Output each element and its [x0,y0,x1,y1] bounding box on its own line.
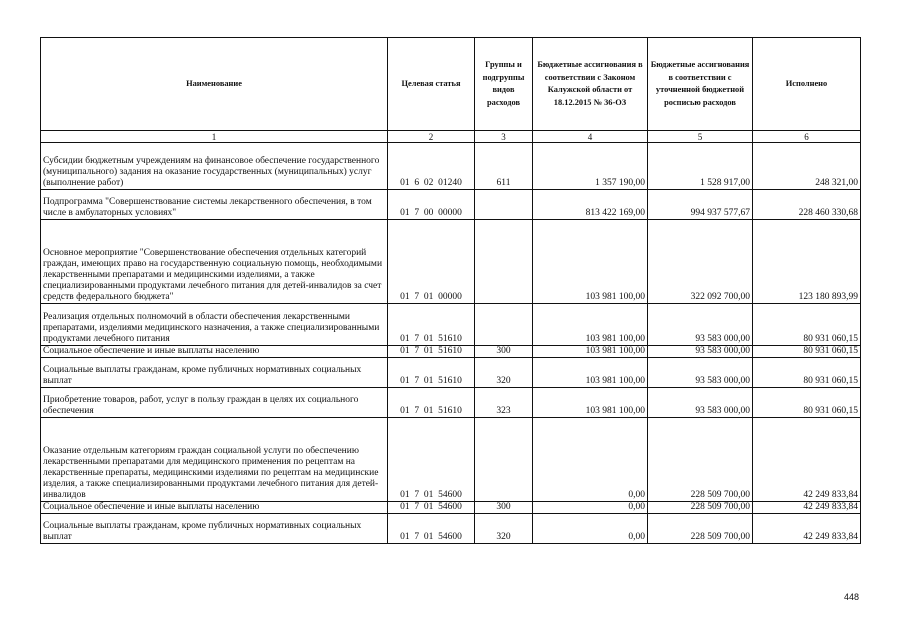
row-law-amount: 1 357 190,00 [533,143,648,190]
column-number-row [41,131,861,143]
row-law-amount: 103 981 100,00 [533,346,648,358]
row-name: Социальные выплаты гражданам, кроме публичных нормативных социальных выплат [41,358,388,388]
row-law-amount: 103 981 100,00 [533,220,648,304]
row-revised-amount: 1 528 917,00 [648,143,753,190]
row-expense-group: 611 [475,143,533,190]
row-executed-amount: 123 180 893,99 [753,220,861,304]
row-law-amount: 103 981 100,00 [533,304,648,346]
row-target-code: 01 7 01 51610 [388,304,475,346]
row-expense-group [475,418,533,502]
row-revised-amount: 93 583 000,00 [648,346,753,358]
row-target-code: 01 7 01 51610 [388,358,475,388]
row-expense-group [475,304,533,346]
row-name: Реализация отдельных полномочий в области обеспечения лекарственными препаратами, изделиями медицинского назначения, а также специализированными продуктами лечебного питания [41,304,388,346]
table-row [41,388,861,418]
row-name: Социальное обеспечение и иные выплаты населению [41,502,388,514]
header-executed: Исполнено [753,38,861,131]
table-row [41,418,861,502]
column-number: 6 [753,131,861,143]
row-law-amount: 103 981 100,00 [533,358,648,388]
column-number: 1 [41,131,388,143]
row-revised-amount: 93 583 000,00 [648,388,753,418]
row-revised-amount: 228 509 700,00 [648,502,753,514]
row-target-code: 01 7 00 00000 [388,190,475,220]
table-row [41,143,861,190]
column-number: 2 [388,131,475,143]
row-target-code: 01 7 01 51610 [388,346,475,358]
row-revised-amount: 322 092 700,00 [648,220,753,304]
row-revised-amount: 93 583 000,00 [648,358,753,388]
row-name: Социальное обеспечение и иные выплаты населению [41,346,388,358]
row-expense-group [475,190,533,220]
row-revised-amount: 994 937 577,67 [648,190,753,220]
header-revised-allocations: Бюджетные ассигнования в соответствии с уточненной бюджетной росписью расходов [648,38,753,131]
row-law-amount: 0,00 [533,418,648,502]
row-expense-group [475,220,533,304]
row-name: Социальные выплаты гражданам, кроме публичных нормативных социальных выплат [41,514,388,544]
row-expense-group: 300 [475,346,533,358]
table-row [41,514,861,544]
row-name: Субсидии бюджетным учреждениям на финансовое обеспечение государственного (муниципального) задания на оказание государственных (муниципальных) услуг (выполнение работ) [41,143,388,190]
row-law-amount: 0,00 [533,514,648,544]
row-executed-amount: 42 249 833,84 [753,418,861,502]
row-expense-group: 300 [475,502,533,514]
table-row [41,220,861,304]
header-law-allocations: Бюджетные ассигнования в соответствии с Законом Калужской области от 18.12.2015 № 36-ОЗ [533,38,648,131]
row-expense-group: 323 [475,388,533,418]
row-target-code: 01 7 01 00000 [388,220,475,304]
row-executed-amount: 80 931 060,15 [753,304,861,346]
row-executed-amount: 42 249 833,84 [753,514,861,544]
row-law-amount: 0,00 [533,502,648,514]
row-executed-amount: 80 931 060,15 [753,358,861,388]
column-number: 3 [475,131,533,143]
header-row [41,38,861,131]
page-number: 448 [844,592,860,602]
row-executed-amount: 42 249 833,84 [753,502,861,514]
table-row [41,304,861,346]
row-executed-amount: 248 321,00 [753,143,861,190]
table-row [41,358,861,388]
row-revised-amount: 228 509 700,00 [648,418,753,502]
row-name: Подпрограмма "Совершенствование системы лекарственного обеспечения, в том числе в амбулаторных условиях" [41,190,388,220]
row-expense-group: 320 [475,358,533,388]
table-row [41,346,861,358]
header-name: Наименование [41,38,388,131]
row-executed-amount: 80 931 060,15 [753,388,861,418]
header-code: Целевая статья [388,38,475,131]
table-row [41,502,861,514]
row-name: Оказание отдельным категориям граждан социальной услуги по обеспечению лекарственными препаратами для медицинского применения по рецептам на лекарственные препараты, медицинскими изделиями по рецептам на медицинские изделия, а также специализированными продуктами лечебного питания для детей-инвалидов [41,418,388,502]
row-target-code: 01 7 01 54600 [388,514,475,544]
row-target-code: 01 7 01 51610 [388,388,475,418]
row-target-code: 01 7 01 54600 [388,502,475,514]
row-target-code: 01 6 02 01240 [388,143,475,190]
row-expense-group: 320 [475,514,533,544]
row-law-amount: 103 981 100,00 [533,388,648,418]
budget-table [40,37,861,544]
row-executed-amount: 80 931 060,15 [753,346,861,358]
row-revised-amount: 93 583 000,00 [648,304,753,346]
row-executed-amount: 228 460 330,68 [753,190,861,220]
column-number: 5 [648,131,753,143]
row-name: Основное мероприятие "Совершенствование обеспечения отдельных категорий граждан, имеющих право на государственную социальную помощь, необходимыми лекарственными препаратами и медицинскими изделиями, а также специализированными продуктами лечебного питания для детей-инвалидов за счет средств федерального бюджета" [41,220,388,304]
row-target-code: 01 7 01 54600 [388,418,475,502]
row-revised-amount: 228 509 700,00 [648,514,753,544]
column-number: 4 [533,131,648,143]
table-row [41,190,861,220]
header-groups: Группы и подгруппы видов расходов [475,38,533,131]
row-law-amount: 813 422 169,00 [533,190,648,220]
row-name: Приобретение товаров, работ, услуг в пользу граждан в целях их социального обеспечения [41,388,388,418]
